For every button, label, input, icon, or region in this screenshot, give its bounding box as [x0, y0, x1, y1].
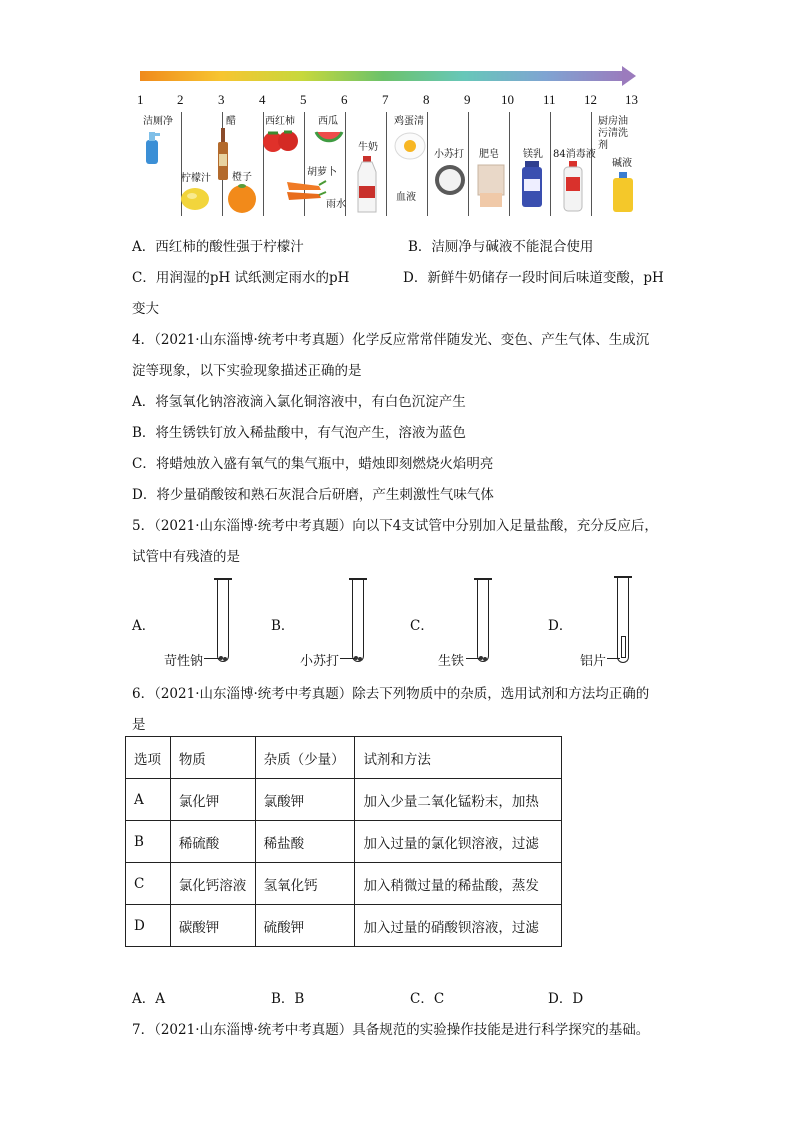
scale-divider — [509, 112, 510, 216]
q5-option-letter: A． — [132, 618, 156, 634]
test-tube-a — [217, 579, 229, 662]
product-label: 橙子 — [232, 172, 252, 183]
ph-number: 4 — [259, 92, 266, 107]
label-leader-line — [204, 658, 220, 659]
product-label: 84消毒液 — [553, 149, 596, 160]
tube-rim — [474, 578, 492, 580]
product-label: 碱液 — [612, 158, 632, 169]
ph-number: 6 — [341, 92, 348, 107]
scale-divider — [427, 112, 428, 216]
table-cell: 加入少量二氧化锰粉末，加热 — [355, 779, 562, 821]
label-leader-line — [466, 658, 480, 659]
tube-label-c: 生铁 — [438, 654, 465, 669]
q6-answer-c: C．C — [410, 991, 445, 1007]
product-label: 醋 — [226, 116, 236, 127]
product-label: 胡萝卜 — [307, 167, 337, 178]
label-leader-line — [340, 658, 355, 659]
vinegar-bottle-icon — [216, 128, 230, 182]
product-label: 牛奶 — [358, 142, 378, 153]
product-label: 小苏打 — [434, 149, 464, 160]
table-cell: 氯酸钾 — [255, 779, 355, 821]
q4-option-a: A．将氢氧化钠溶液滴入氯化铜溶液中，有白色沉淀产生 — [132, 394, 466, 410]
ph-number: 9 — [464, 92, 471, 107]
orange-icon — [226, 182, 258, 214]
q6-answer-b: B．B — [271, 991, 305, 1007]
tube-label-b: 小苏打 — [300, 654, 340, 669]
q3-option-b: B．洁厕净与碱液不能混合使用 — [408, 239, 594, 255]
lye-bottle-icon — [612, 172, 634, 214]
ph-arrow-head — [622, 66, 636, 86]
product-label: 柠檬汁 — [181, 173, 211, 184]
ph-number: 3 — [218, 92, 225, 107]
q5-option-letter: C． — [410, 618, 434, 634]
test-tube-b — [352, 579, 364, 662]
table-row — [126, 779, 562, 821]
scale-divider — [550, 112, 551, 216]
table-header-row — [126, 737, 562, 779]
table-cell: 加入稍微过量的稀盐酸，蒸发 — [355, 863, 562, 905]
product-label: 血液 — [396, 192, 416, 203]
aluminum-strip-icon — [621, 636, 626, 658]
q4-option-d: D．将少量硝酸铵和熟石灰混合后研磨，产生刺激性气味气体 — [132, 487, 494, 503]
ph-number: 13 — [625, 92, 638, 107]
q6-answer-d: D．D — [548, 991, 584, 1007]
product-label: 西瓜 — [318, 116, 338, 127]
table-row — [126, 821, 562, 863]
table-row — [126, 905, 562, 947]
q5-stem-line-2: 试管中有残渣的是 — [132, 549, 240, 565]
ph-number: 11 — [543, 92, 556, 107]
ph-number: 7 — [382, 92, 389, 107]
table-cell: C — [126, 863, 171, 905]
q4-option-c: C．将蜡烛放入盛有氧气的集气瓶中，蜡烛即刻燃烧火焰明亮 — [132, 456, 494, 472]
table-row — [126, 863, 562, 905]
baking-soda-icon — [433, 164, 467, 196]
milk-bottle-icon — [356, 156, 378, 214]
table-cell: 氯化钾 — [170, 779, 255, 821]
q3-option-c: C．用润湿的pH 试纸测定雨水的pH — [132, 270, 350, 286]
table-cell: A — [126, 779, 171, 821]
test-tube-c — [477, 579, 489, 662]
impurity-table — [125, 736, 562, 947]
table-header-cell: 试剂和方法 — [355, 737, 562, 779]
q7-stem-line-1: 7．（2021·山东淄博·统考中考真题）具备规范的实验操作技能是进行科学探究的基础。 — [132, 1022, 650, 1038]
q5-stem-line-1: 5．（2021·山东淄博·统考中考真题）向以下4支试管中分别加入足量盐酸，充分反应后， — [132, 518, 658, 534]
table-cell: 硫酸钾 — [255, 905, 355, 947]
table-header-cell: 选项 — [126, 737, 171, 779]
carrot-icon — [283, 176, 327, 206]
q3-option-a: A．西红柿的酸性强于柠檬汁 — [132, 239, 304, 255]
q4-stem-line-1: 4．（2021·山东淄博·统考中考真题）化学反应常常伴随发光、变色、产生气体、生成沉 — [132, 332, 650, 348]
product-label: 镁乳 — [523, 149, 543, 160]
q3-option-d: D．新鲜牛奶储存一段时间后味道变酸，pH — [403, 270, 664, 286]
q6-answer-a: A．A — [132, 991, 165, 1007]
product-label: 雨水 — [326, 199, 346, 210]
magnesia-bottle-icon — [521, 161, 543, 209]
table-cell: D — [126, 905, 171, 947]
disinfectant-bottle-icon — [563, 161, 583, 213]
ph-number: 12 — [584, 92, 597, 107]
tube-label-a: 苛性钠 — [164, 654, 204, 669]
watermelon-icon — [314, 128, 344, 156]
table-cell: 加入过量的硝酸钡溶液，过滤 — [355, 905, 562, 947]
egg-icon — [393, 130, 427, 162]
ph-number: 2 — [177, 92, 184, 107]
scale-divider — [468, 112, 469, 216]
scale-divider — [386, 112, 387, 216]
product-label: 西红柿 — [265, 116, 295, 127]
tube-rim — [614, 576, 632, 578]
q6-stem-line-1: 6．（2021·山东淄博·统考中考真题）除去下列物质中的杂质，选用试剂和方法均正确的 — [132, 686, 650, 702]
ph-number: 5 — [300, 92, 307, 107]
table-cell: B — [126, 821, 171, 863]
table-cell: 稀盐酸 — [255, 821, 355, 863]
tube-label-d: 铝片 — [580, 654, 607, 669]
soap-icon — [476, 163, 506, 209]
table-header-cell: 杂质（少量） — [255, 737, 355, 779]
tube-rim — [214, 578, 232, 580]
ph-number: 8 — [423, 92, 430, 107]
table-cell: 加入过量的氯化钡溶液，过滤 — [355, 821, 562, 863]
q5-option-letter: D． — [548, 618, 573, 634]
q3-option-d-continued: 变大 — [132, 301, 159, 317]
table-cell: 氢氧化钙 — [255, 863, 355, 905]
table-cell: 稀硫酸 — [170, 821, 255, 863]
table-cell: 碳酸钾 — [170, 905, 255, 947]
product-label: 肥皂 — [479, 149, 499, 160]
product-label: 鸡蛋清 — [394, 116, 424, 127]
product-label: 剂 — [598, 140, 608, 151]
ph-color-bar — [140, 71, 626, 81]
scale-divider — [591, 112, 592, 216]
table-header-cell: 物质 — [170, 737, 255, 779]
q4-option-b: B．将生锈铁钉放入稀盐酸中，有气泡产生，溶液为蓝色 — [132, 425, 466, 441]
toilet-cleaner-bottle-icon — [144, 130, 162, 166]
ph-number: 1 — [137, 92, 144, 107]
product-label: 厨房油 — [598, 116, 628, 127]
tomato-icon — [262, 128, 300, 154]
tube-rim — [349, 578, 367, 580]
ph-number: 10 — [501, 92, 514, 107]
label-leader-line — [607, 658, 620, 659]
product-label: 洁厕净 — [143, 116, 173, 127]
q6-stem-line-2: 是 — [132, 717, 146, 733]
table-cell: 氯化钙溶液 — [170, 863, 255, 905]
lemon-icon — [180, 185, 210, 213]
q5-option-letter: B． — [271, 618, 295, 634]
product-label: 污清洗 — [598, 128, 628, 139]
q4-stem-line-2: 淀等现象，以下实验现象描述正确的是 — [132, 363, 362, 379]
